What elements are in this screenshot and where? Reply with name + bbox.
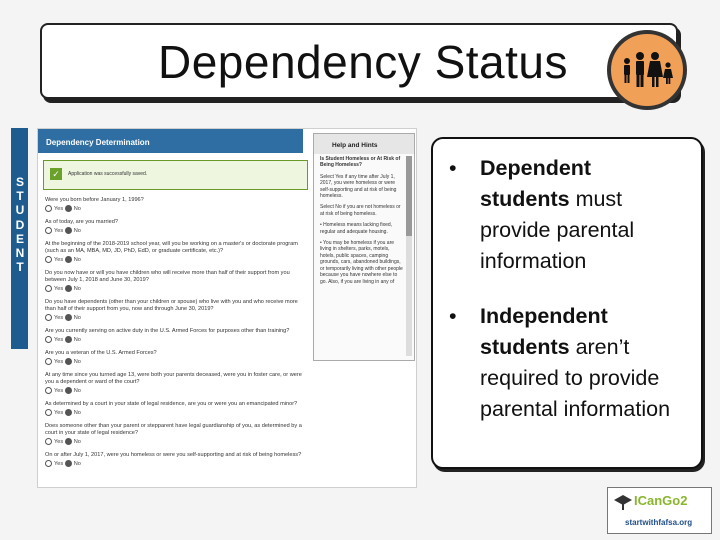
answer-options — [45, 358, 307, 366]
question-text: On or after July 1, 2017, were you homeless or were you self-supporting and at risk of being homeless? — [45, 451, 302, 458]
answer-options — [45, 285, 307, 293]
radio-no[interactable] — [65, 256, 72, 263]
radio-yes[interactable] — [45, 438, 52, 445]
radio-yes-label: Yes — [54, 387, 64, 394]
radio-no-label: No — [73, 256, 81, 263]
radio-yes-label: Yes — [54, 314, 64, 321]
answer-options — [45, 438, 307, 446]
family-icon — [607, 30, 687, 110]
radio-no[interactable] — [65, 460, 72, 467]
answer-options — [45, 336, 307, 344]
slide-title: Dependency Status — [158, 36, 568, 88]
radio-yes-label: Yes — [54, 205, 64, 212]
radio-yes[interactable] — [45, 387, 52, 394]
radio-yes[interactable] — [45, 285, 52, 292]
question-text: Do you have dependents (other than your children or spouse) who live with you and who receive more than half of their support from you, now and through June 30, 2019? — [45, 298, 298, 312]
radio-yes-label: Yes — [54, 336, 64, 343]
strip-letter: N — [15, 246, 25, 261]
radio-no[interactable] — [65, 387, 72, 394]
radio-yes[interactable] — [45, 358, 52, 365]
logo-top-text: ICanGo2 — [634, 493, 688, 508]
radio-no[interactable] — [65, 409, 72, 416]
bullet-dot: • — [449, 156, 457, 180]
question-text: At any time since you turned age 13, were both your parents deceased, were you in foster care, or were you a dependent or ward of the court? — [45, 371, 302, 385]
help-scrollbar[interactable] — [406, 156, 412, 356]
radio-yes[interactable] — [45, 460, 52, 467]
radio-yes[interactable] — [45, 409, 52, 416]
bullet-bold: Independent students — [480, 304, 608, 359]
question-text: As of today, are you married? — [45, 218, 118, 225]
bullet-bold: Dependent students — [480, 156, 592, 211]
icango2-logo — [607, 487, 712, 534]
question-text: As determined by a court in your state of legal residence, are you or were you an emancipated minor? — [45, 400, 298, 407]
help-paragraph: • Homeless means lacking fixed, regular and adequate housing. — [320, 222, 393, 235]
radio-no[interactable] — [65, 358, 72, 365]
answer-options — [45, 227, 307, 235]
radio-yes[interactable] — [45, 336, 52, 343]
bullet-text — [480, 301, 680, 425]
bullet-dot: • — [449, 304, 457, 328]
radio-no-label: No — [73, 314, 81, 321]
strip-letter: D — [15, 217, 25, 232]
radio-no-label: No — [73, 387, 81, 394]
answer-options — [45, 256, 307, 264]
radio-yes-label: Yes — [54, 358, 64, 365]
radio-yes-label: Yes — [54, 460, 64, 467]
radio-no[interactable] — [65, 336, 72, 343]
bullet-rest: aren’t required to provide parental information — [480, 335, 671, 421]
radio-no-label: No — [73, 205, 81, 212]
strip-letter: U — [15, 203, 25, 218]
strip-letter: T — [16, 260, 24, 275]
bullet-card — [431, 137, 703, 469]
radio-yes-label: Yes — [54, 227, 64, 234]
question-text: At the beginning of the 2018-2019 school year, will you be working on a master's or doctorate program (such as an MA, MBA, MD, JD, PhD, EdD, or graduate certificate, etc.)? — [45, 240, 298, 254]
scrollbar-thumb[interactable] — [406, 156, 412, 236]
strip-letter: S — [15, 175, 24, 189]
question-text: Does someone other than your parent or stepparent have legal guardianship of you, as determined by a court in your state of legal residence? — [45, 422, 302, 436]
bullet-text — [480, 153, 680, 277]
answer-options — [45, 205, 307, 213]
answer-options — [45, 460, 307, 468]
help-and-hints-panel — [313, 133, 415, 361]
help-body — [320, 156, 404, 290]
radio-no[interactable] — [65, 205, 72, 212]
student-vertical-label — [13, 175, 27, 274]
radio-no-label: No — [73, 285, 81, 292]
title-banner — [40, 23, 678, 99]
radio-yes[interactable] — [45, 205, 52, 212]
radio-yes[interactable] — [45, 256, 52, 263]
help-paragraph: Select No if you are not homeless or at risk of being homeless. — [320, 204, 401, 217]
radio-no[interactable] — [65, 227, 72, 234]
radio-no[interactable] — [65, 438, 72, 445]
help-title: Help and Hints — [314, 134, 414, 154]
checkmark-icon: ✓ — [50, 168, 62, 180]
question-text: Were you born before January 1, 1996? — [45, 197, 144, 203]
radio-no-label: No — [73, 409, 81, 416]
question-text: Do you now have or will you have children who will receive more than half of their support from you between July 1, 2018 and June 30, 2019? — [45, 269, 290, 283]
radio-yes-label: Yes — [54, 438, 64, 445]
radio-no-label: No — [73, 358, 81, 365]
radio-no[interactable] — [65, 314, 72, 321]
help-question: Is Student Homeless or At Risk of Being Homeless? — [320, 156, 401, 169]
logo-bottom-text: startwithfafsa.org — [625, 518, 693, 527]
bullet-rest: must provide parental information — [480, 187, 635, 273]
radio-no-label: No — [73, 336, 81, 343]
radio-no-label: No — [73, 438, 81, 445]
fafsa-screenshot — [37, 128, 417, 488]
help-paragraph: • You may be homeless if you are living in shelters, parks, motels, hotels, public spaces, camping grounds, cars, abandoned buildings, or temporarily living with other people because you have nowhere else to go. Also, if you are living in any of — [320, 240, 403, 285]
radio-yes-label: Yes — [54, 256, 64, 263]
answer-options — [45, 314, 307, 322]
radio-no[interactable] — [65, 285, 72, 292]
answer-options — [45, 387, 307, 395]
strip-letter: E — [15, 231, 24, 246]
answer-options — [45, 409, 307, 417]
question-list — [45, 197, 307, 474]
radio-no-label: No — [73, 460, 81, 467]
radio-yes-label: Yes — [54, 285, 64, 292]
radio-no-label: No — [73, 227, 81, 234]
radio-yes[interactable] — [45, 314, 52, 321]
question-text: Are you currently serving on active duty in the U.S. Armed Forces for purposes other than training? — [45, 327, 290, 334]
radio-yes-label: Yes — [54, 409, 64, 416]
dependency-determination-header: Dependency Determination — [38, 129, 303, 153]
graduation-cap-icon — [612, 491, 634, 513]
success-message: Application was successfully saved. — [68, 171, 148, 177]
success-banner — [43, 160, 308, 190]
radio-yes[interactable] — [45, 227, 52, 234]
question-text: Are you a veteran of the U.S. Armed Forces? — [45, 349, 157, 356]
help-paragraph: Select Yes if any time after July 1, 2017, you were homeless or were self-supporting and at risk of being homeless. — [320, 173, 397, 200]
strip-letter: T — [16, 189, 24, 204]
